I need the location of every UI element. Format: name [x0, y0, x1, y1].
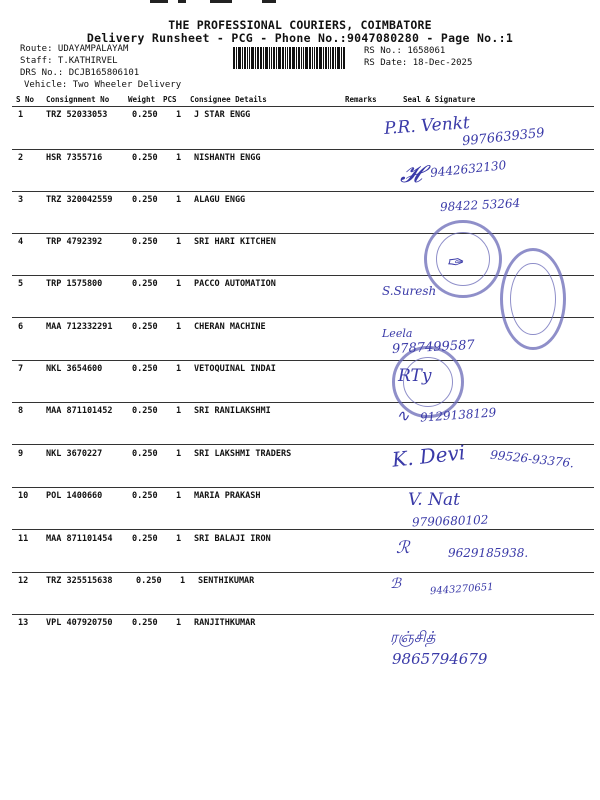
row-divider	[12, 402, 594, 403]
row-divider	[12, 572, 594, 573]
row-consignee: J STAR ENGG	[194, 110, 251, 120]
row-weight: 0.250	[132, 406, 158, 416]
table-row	[0, 576, 600, 618]
row-sno: 1	[18, 110, 24, 120]
col-remarks: Remarks	[345, 95, 377, 104]
company-title: THE PROFESSIONAL COURIERS, COIMBATORE	[168, 18, 432, 32]
row-weight: 0.250	[132, 110, 158, 120]
row-weight: 0.250	[132, 364, 158, 374]
row-weight: 0.250	[132, 322, 158, 332]
rs-date: RS Date: 18-Dec-2025	[364, 58, 473, 68]
row-weight: 0.250	[136, 576, 162, 586]
route-label: Route: UDAYAMPALAYAM	[20, 44, 129, 54]
row-weight: 0.250	[132, 153, 158, 163]
row-consignment: NKL 3670227	[46, 449, 103, 459]
row-weight: 0.250	[132, 618, 158, 628]
table-row	[0, 406, 600, 448]
phone-row-6: 9787499587	[391, 337, 476, 358]
row-weight: 0.250	[132, 237, 158, 247]
row-consignment: TRP 1575800	[46, 279, 103, 289]
row-consignment: VPL 407920750	[46, 618, 113, 628]
row-sno: 7	[18, 364, 24, 374]
signature-row-7: RTy	[398, 366, 432, 386]
row-consignment: MAA 871101454	[46, 534, 113, 544]
row-divider	[12, 529, 594, 530]
row-pcs: 1	[176, 279, 182, 289]
signature-row-5: S.Suresh	[382, 284, 437, 298]
row-consignment: POL 1400660	[46, 491, 103, 501]
phone-row-12: 9443270651	[429, 581, 494, 598]
table-row	[0, 364, 600, 406]
row-consignment: TRZ 320042559	[46, 195, 113, 205]
row-weight: 0.250	[132, 279, 158, 289]
row-consignment: TRP 4792392	[46, 237, 103, 247]
row-pcs: 1	[176, 153, 182, 163]
row-consignment: HSR 7355716	[46, 153, 103, 163]
row-weight: 0.250	[132, 195, 158, 205]
row-pcs: 1	[180, 576, 186, 586]
table-row	[0, 491, 600, 533]
signature-row-1: P.R. Venkt	[383, 113, 471, 139]
row-sno: 8	[18, 406, 24, 416]
phone-row-10: 9790680102	[411, 512, 489, 530]
row-sno: 12	[18, 576, 29, 586]
signature-row-10: V. Nat	[408, 490, 460, 510]
phone-row-3: 98422 53264	[439, 195, 521, 215]
signature-mark-row-12: ℬ	[390, 576, 402, 592]
row-consignment: MAA 871101452	[46, 406, 113, 416]
col-sno: S No	[16, 95, 35, 104]
row-consignee: PACCO AUTOMATION	[194, 279, 276, 289]
row-sno: 11	[18, 534, 29, 544]
col-seal-signature: Seal & Signature	[403, 95, 476, 104]
company-seal-stamp	[500, 248, 566, 350]
signature-mark-row-8: ∿	[396, 406, 410, 425]
signature-mark-row-11: ℛ	[396, 538, 410, 558]
col-consignee: Consignee Details	[190, 95, 267, 104]
phone-row-13: 9865794679	[392, 650, 488, 668]
row-pcs: 1	[176, 322, 182, 332]
header-rule	[12, 106, 594, 107]
col-pcs: PCS	[163, 95, 177, 104]
row-sno: 5	[18, 279, 24, 289]
row-consignment: MAA 712332291	[46, 322, 113, 332]
row-consignee: SRI RANILAKSHMI	[194, 406, 271, 416]
row-consignee: SRI HARI KITCHEN	[194, 237, 276, 247]
row-pcs: 1	[176, 618, 182, 628]
row-consignee: SRI LAKSHMI TRADERS	[194, 449, 292, 459]
row-sno: 9	[18, 449, 24, 459]
row-pcs: 1	[176, 406, 182, 416]
phone-row-11: 9629185938.	[448, 546, 529, 560]
row-sno: 4	[18, 237, 24, 247]
row-consignee: MARIA PRAKASH	[194, 491, 261, 501]
phone-row-8: 9129138129	[419, 405, 497, 425]
drs-number: DRS No.: DCJB165806101	[20, 68, 140, 78]
row-pcs: 1	[176, 110, 182, 120]
scan-edge-marks	[150, 0, 290, 4]
row-consignee: RANJITHKUMAR	[194, 618, 256, 628]
row-divider	[12, 149, 594, 150]
row-divider	[12, 444, 594, 445]
row-sno: 6	[18, 322, 24, 332]
vehicle-label: Vehicle: Two Wheeler Delivery	[24, 80, 182, 90]
row-consignee: SENTHIKUMAR	[198, 576, 255, 586]
row-weight: 0.250	[132, 491, 158, 501]
phone-row-1: 9976639359	[461, 125, 546, 150]
row-consignment: NKL 3654600	[46, 364, 103, 374]
table-row	[0, 618, 600, 660]
name-row-6: Leela	[382, 327, 413, 340]
row-consignee: ALAGU ENGG	[194, 195, 246, 205]
row-divider	[12, 487, 594, 488]
signature-mark-row-4: ✑	[446, 250, 463, 274]
row-pcs: 1	[176, 364, 182, 374]
table-header	[0, 95, 600, 106]
row-pcs: 1	[176, 237, 182, 247]
row-sno: 2	[18, 153, 24, 163]
staff-label: Staff: T.KATHIRVEL	[20, 56, 118, 66]
row-weight: 0.250	[132, 449, 158, 459]
row-pcs: 1	[176, 534, 182, 544]
col-weight: Weight	[128, 95, 156, 104]
row-sno: 13	[18, 618, 29, 628]
row-pcs: 1	[176, 449, 182, 459]
row-consignee: SRI BALAJI IRON	[194, 534, 271, 544]
row-consignee: NISHANTH ENGG	[194, 153, 261, 163]
rs-number: RS No.: 1658061	[364, 46, 446, 56]
row-divider	[12, 191, 594, 192]
row-pcs: 1	[176, 491, 182, 501]
signature-row-13: ரஞ்சித்	[390, 628, 436, 646]
row-divider	[12, 233, 594, 234]
col-consignment: Consignment No	[46, 95, 110, 104]
signature-row-9: K. Devi	[390, 440, 467, 472]
phone-row-2: 9442632130	[429, 158, 507, 180]
phone-row-9: 99526-93376.	[489, 447, 575, 471]
signature-mark-row-2: 𝓗	[400, 160, 422, 188]
row-sno: 3	[18, 195, 24, 205]
row-sno: 10	[18, 491, 29, 501]
row-consignment: TRZ 325515638	[46, 576, 113, 586]
row-divider	[12, 614, 594, 615]
row-consignee: VETOQUINAL INDAI	[194, 364, 276, 374]
row-consignment: TRZ 52033053	[46, 110, 108, 120]
row-pcs: 1	[176, 195, 182, 205]
row-divider	[12, 360, 594, 361]
barcode	[233, 47, 360, 69]
row-weight: 0.250	[132, 534, 158, 544]
table-row	[0, 153, 600, 195]
row-consignee: CHERAN MACHINE	[194, 322, 266, 332]
runsheet-subtitle: Delivery Runsheet - PCG - Phone No.:9047080280 - Page No.:1	[86, 31, 514, 45]
